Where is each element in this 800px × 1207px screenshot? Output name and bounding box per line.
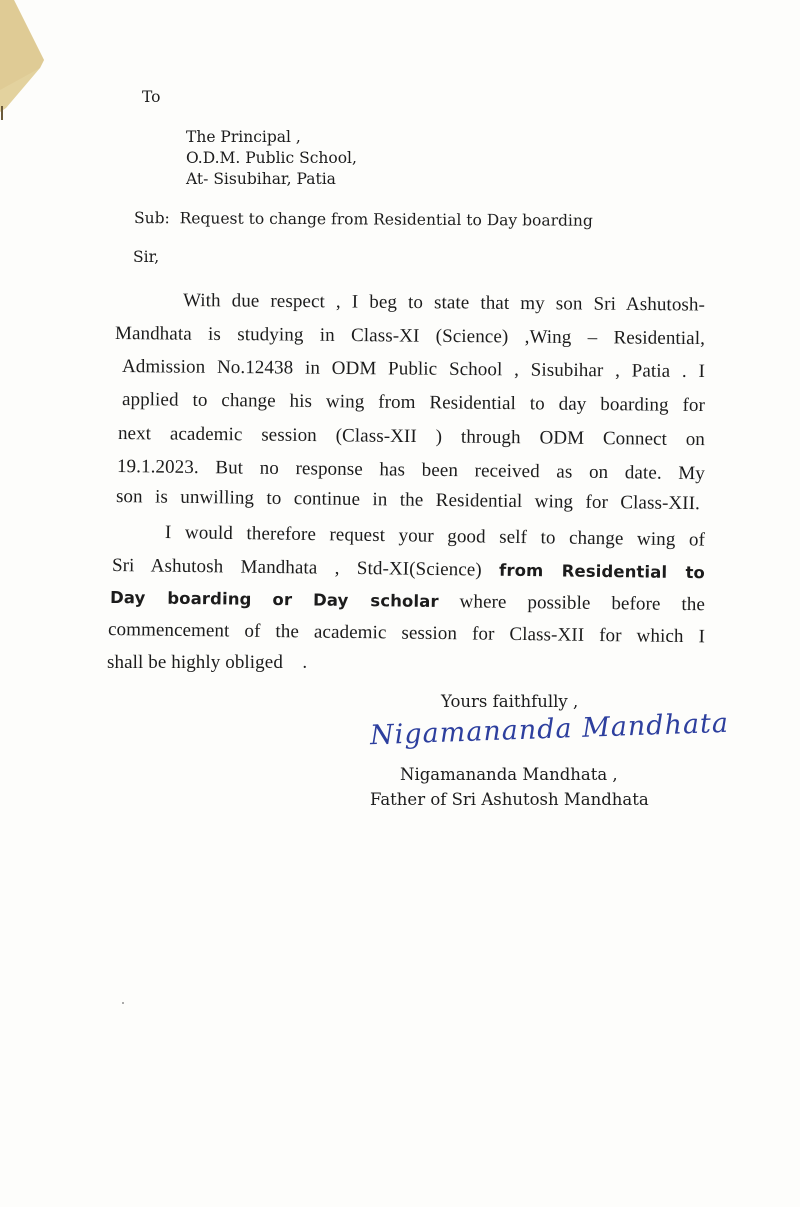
day-scholar-bold: Day scholar bbox=[312, 590, 439, 612]
paragraph1-line-7: son is unwilling to continue in the Residential wing for Class-XII. bbox=[115, 486, 701, 515]
paragraph2-line-1: I would therefore request your good self to change wing of bbox=[164, 522, 706, 551]
paragraph2-line-2 bbox=[112, 555, 705, 584]
paragraph1-line-5: next academic session (Class-XII ) through ODM Connect on bbox=[117, 423, 706, 451]
recipient-line-2: O.D.M. Public School, bbox=[186, 149, 357, 167]
to-label: To bbox=[142, 88, 161, 106]
paragraph1-line-1: With due respect , I beg to state that my son Sri Ashutosh- bbox=[182, 290, 706, 316]
paragraph1-line-6: 19.1.2023. But no response has been received as on date. My bbox=[116, 456, 706, 485]
recipient-line-1: The Principal , bbox=[186, 128, 301, 146]
day-boarding-bold: Day boarding bbox=[109, 588, 252, 609]
paragraph1-line-3: Admission No.12438 in ODM Public School , Sisubihar , Patia . I bbox=[121, 356, 706, 383]
paragraph2-line-2-bold: from Residential to bbox=[499, 560, 706, 583]
paragraph1-line-2: Mandhata is studying in Class-XI (Science) ,Wing – Residential, bbox=[114, 323, 706, 350]
signer-relation: Father of Sri Ashutosh Mandhata bbox=[370, 790, 649, 809]
subject-text: Request to change from Residential to Day boarding bbox=[179, 209, 593, 230]
handwritten-signature: Nigamananda Mandhata bbox=[369, 707, 730, 752]
signer-name: Nigamananda Mandhata , bbox=[400, 765, 618, 784]
recipient-line-3: At- Sisubihar, Patia bbox=[186, 170, 336, 188]
paragraph2-line-2-plain: Sri Ashutosh Mandhata , Std-XI(Science) bbox=[111, 555, 482, 581]
paragraph1-line-4: applied to change his wing from Residential to day boarding for bbox=[121, 389, 706, 417]
paper-speck bbox=[122, 1002, 124, 1004]
paragraph2-line-5: shall be highly obliged . bbox=[107, 652, 308, 673]
paragraph2-line-3 bbox=[110, 587, 705, 616]
closing: Yours faithfully , bbox=[441, 692, 579, 711]
subject-label: Sub: bbox=[133, 209, 170, 228]
paragraph2-line-3-plain: where possible before the bbox=[459, 591, 706, 616]
subject-line bbox=[134, 209, 593, 230]
folded-paper-corner bbox=[0, 0, 48, 120]
or-bold: or bbox=[272, 589, 293, 610]
greeting: Sir, bbox=[133, 248, 160, 266]
paragraph2-line-4: commencement of the academic session for Class-XII for which I bbox=[107, 619, 706, 648]
